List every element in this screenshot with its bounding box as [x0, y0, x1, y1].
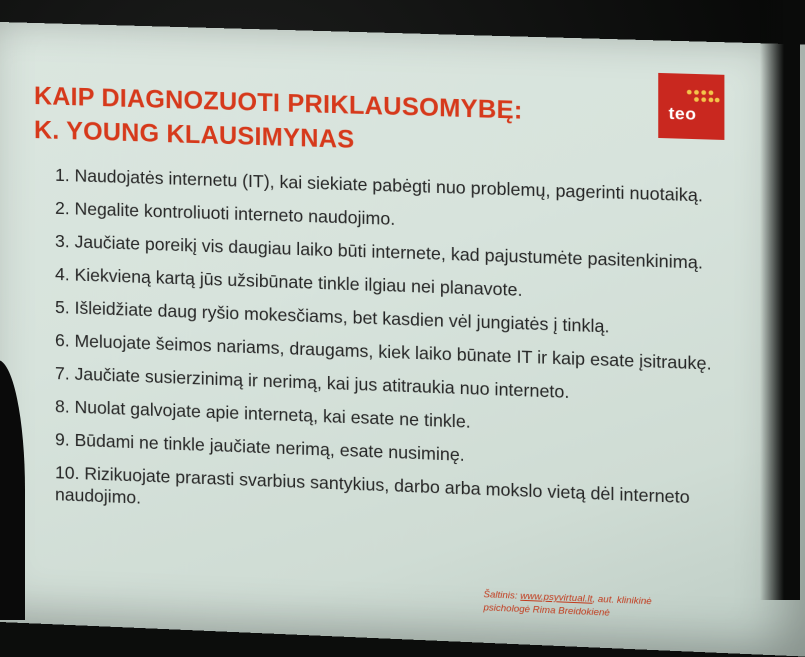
source-prefix: Šaltinis: — [483, 589, 521, 602]
source-citation — [483, 588, 651, 621]
list-item: 9. Būdami ne tinkle jaučiate nerimą, esate nusiminę. — [55, 429, 465, 465]
screen-right-shadow — [760, 0, 800, 600]
list-item: 7. Jaučiate susierzinimą ir nerimą, kai jus atitraukia nuo interneto. — [55, 363, 570, 403]
list-item: 4. Kiekvieną kartą jūs užsibūnate tinkle ilgiau nei planavote. — [55, 263, 523, 300]
list-item: 2. Negalite kontroliuoti interneto naudojimo. — [55, 197, 396, 229]
list-item: 6. Meluojate šeimos nariams, draugams, kiek laiko būnate IT ir kaip esate įsitraukę. — [55, 329, 712, 374]
source-line-2: psichologė Rima Breidokienė — [483, 602, 610, 619]
slide-title-line-2: K. YOUNG KLAUSIMYNAS — [34, 116, 355, 154]
list-item: 5. Išleidžiate daug ryšio mokesčiams, bet kasdien vėl jungiatės į tinklą. — [55, 296, 610, 337]
logo-text: teo — [668, 103, 697, 124]
list-item: 1. Naudojatės internetu (IT), kai siekiate pabėgti nuo problemų, pagerinti nuotaiką. — [55, 164, 703, 206]
slide-title — [34, 79, 523, 162]
question-list — [55, 164, 769, 545]
source-link: www.psyvirtual.lt — [520, 590, 593, 605]
list-item: 3. Jaučiate poreikį vis daugiau laiko būti internete, kad pajustumėte pasitenkinimą. — [55, 230, 703, 273]
projection-screen — [0, 22, 805, 657]
source-suffix: , aut. klinikinė — [592, 593, 652, 608]
list-item: 8. Nuolat galvojate apie internetą, kai esate ne tinkle. — [55, 396, 471, 432]
teo-logo — [658, 73, 724, 140]
slide-title-line-1: KAIP DIAGNOZUOTI PRIKLAUSOMYBĘ: — [34, 82, 523, 125]
list-item: 10. Rizikuojate prarasti svarbius santykius, darbo arba mokslo vietą dėl interneto naudojimo. — [55, 462, 690, 508]
